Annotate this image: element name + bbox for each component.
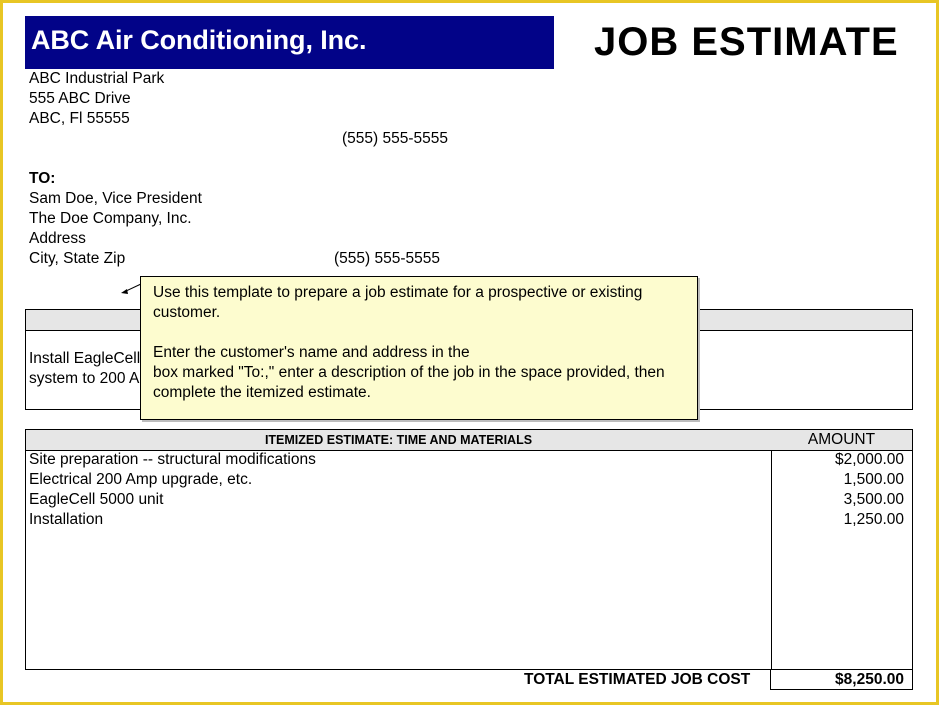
company-banner xyxy=(25,16,554,69)
company-address-line3[interactable]: ABC, Fl 55555 xyxy=(29,110,130,127)
total-value[interactable]: $8,250.00 xyxy=(835,671,904,688)
estimate-row-description[interactable]: EagleCell 5000 unit xyxy=(29,491,164,508)
to-label: TO: xyxy=(29,170,56,187)
estimate-row-description[interactable]: Site preparation -- structural modifications xyxy=(29,451,316,468)
estimate-header-row xyxy=(26,430,912,451)
tooltip-line5: complete the itemized estimate. xyxy=(153,384,371,401)
help-comment-tooltip xyxy=(140,276,698,420)
job-description-line1[interactable]: Install EagleCell xyxy=(29,350,141,367)
estimate-row-amount[interactable]: 3,500.00 xyxy=(843,491,904,508)
estimate-row-amount[interactable]: 1,500.00 xyxy=(843,471,904,488)
to-company[interactable]: The Doe Company, Inc. xyxy=(29,210,192,227)
tooltip-line2: customer. xyxy=(153,304,221,321)
job-description-line2[interactable]: system to 200 A xyxy=(29,370,140,387)
estimate-header-amount: AMOUNT xyxy=(807,431,876,448)
total-cell[interactable] xyxy=(770,669,913,690)
company-phone[interactable]: (555) 555-5555 xyxy=(342,130,448,147)
itemized-estimate-table xyxy=(25,429,913,670)
total-label: TOTAL ESTIMATED JOB COST xyxy=(524,671,751,688)
estimate-row-description[interactable]: Installation xyxy=(29,511,104,528)
to-address[interactable]: Address xyxy=(29,230,86,247)
document-title[interactable]: JOB ESTIMATE xyxy=(594,20,899,64)
company-name[interactable]: ABC Air Conditioning, Inc. xyxy=(31,25,367,55)
company-address-line1[interactable]: ABC Industrial Park xyxy=(29,70,165,87)
estimate-row-amount[interactable]: $2,000.00 xyxy=(835,451,904,468)
estimate-header-description: ITEMIZED ESTIMATE: TIME AND MATERIALS xyxy=(264,433,533,447)
tooltip-line1: Use this template to prepare a job estimate for a prospective or existing xyxy=(153,284,643,301)
to-city[interactable]: City, State Zip xyxy=(29,250,126,267)
tooltip-line4: box marked "To:," enter a description of the job in the space provided, then xyxy=(153,364,665,381)
to-name[interactable]: Sam Doe, Vice President xyxy=(29,190,202,207)
tooltip-line3: Enter the customer's name and address in the xyxy=(153,344,470,361)
column-divider xyxy=(771,450,772,669)
to-phone[interactable]: (555) 555-5555 xyxy=(334,250,440,267)
company-address-line2[interactable]: 555 ABC Drive xyxy=(29,90,131,107)
estimate-row-amount[interactable]: 1,250.00 xyxy=(843,511,904,528)
estimate-row-description[interactable]: Electrical 200 Amp upgrade, etc. xyxy=(29,471,253,488)
